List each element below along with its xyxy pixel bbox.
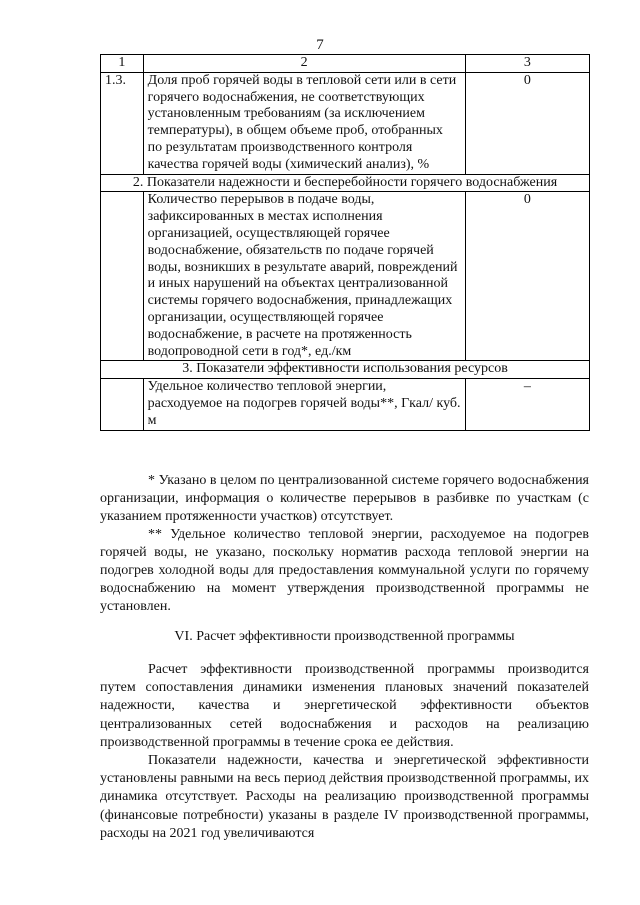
body-text [100, 661, 589, 843]
section-heading: VI. Расчет эффективности производственной программы [174, 629, 515, 644]
page-number: 7 [316, 37, 324, 53]
table-section-row [101, 174, 590, 192]
section-title: 3. Показатели эффективности использования ресурсов [101, 361, 590, 379]
row-description: Количество перерывов в подаче воды, зафиксированных в местах исполнения организацией, осуществляющей горячее водоснабжение, обязательств по подаче горячей воды, возникших в результате аварий, повреждений и иных нарушений на объектах централизованной системы горячего водоснабжения, принадлежащих организации, осуществляющей горячее водоснабжение, в расчете на протяженность водопроводной сети в год*, ед./км [143, 192, 465, 361]
indicators-table [100, 54, 590, 431]
row-description: Удельное количество тепловой энергии, расходуемое на подогрев горячей воды**, Гкал/ куб. м [143, 379, 465, 430]
row-value: – [465, 379, 589, 430]
header-cell-2: 2 [143, 55, 465, 73]
paragraph: Расчет эффективности производственной программы производится путем сопоставления динамики изменения плановых значений показателей надежности, качества и энергетической эффективности объектов централизованных сетей водоснабжения и расходов на реализацию производственной программы в течение срока ее действия. [100, 662, 589, 750]
header-cell-3: 3 [465, 55, 589, 73]
table-row [101, 192, 590, 361]
table-row [101, 72, 590, 174]
row-value: 0 [465, 72, 589, 174]
row-number [101, 379, 144, 430]
paragraph: Показатели надежности, качества и энергетической эффективности установлены равными на весь период действия производственной программы, их динамика отсутствует. Расходы на реализацию производственной программы (финансовые потребности) указаны в разделе IV производственной программы, расходы на 2021 год увеличиваются [100, 753, 589, 841]
table-row [101, 379, 590, 430]
row-description: Доля проб горячей воды в тепловой сети или в сети горячего водоснабжения, не соответствующих установленным требованиям (за исключением температуры), в общем объеме проб, отобранных по результатам производственного контроля качества горячей воды (химический анализ), % [143, 72, 465, 174]
footnote: * Указано в целом по централизованной системе горячего водоснабжения организации, информация о количестве перерывов в разбивке по участкам (с указанием протяженности участков) отсутствует. [100, 473, 589, 524]
header-cell-1: 1 [101, 55, 144, 73]
row-value: 0 [465, 192, 589, 361]
table-header-row [101, 55, 590, 73]
table-section-row [101, 361, 590, 379]
row-number: 1.3. [101, 72, 144, 174]
footnotes [100, 472, 589, 616]
row-number [101, 192, 144, 361]
footnote: ** Удельное количество тепловой энергии, расходуемое на подогрев горячей воды, не указано, поскольку норматив расхода тепловой энергии на подогрев холодной воды для предоставления коммунальной услуги по горячему водоснабжению на момент утверждения производственной программы не установлен. [100, 527, 589, 614]
section-title: 2. Показатели надежности и бесперебойности горячего водоснабжения [101, 174, 590, 192]
